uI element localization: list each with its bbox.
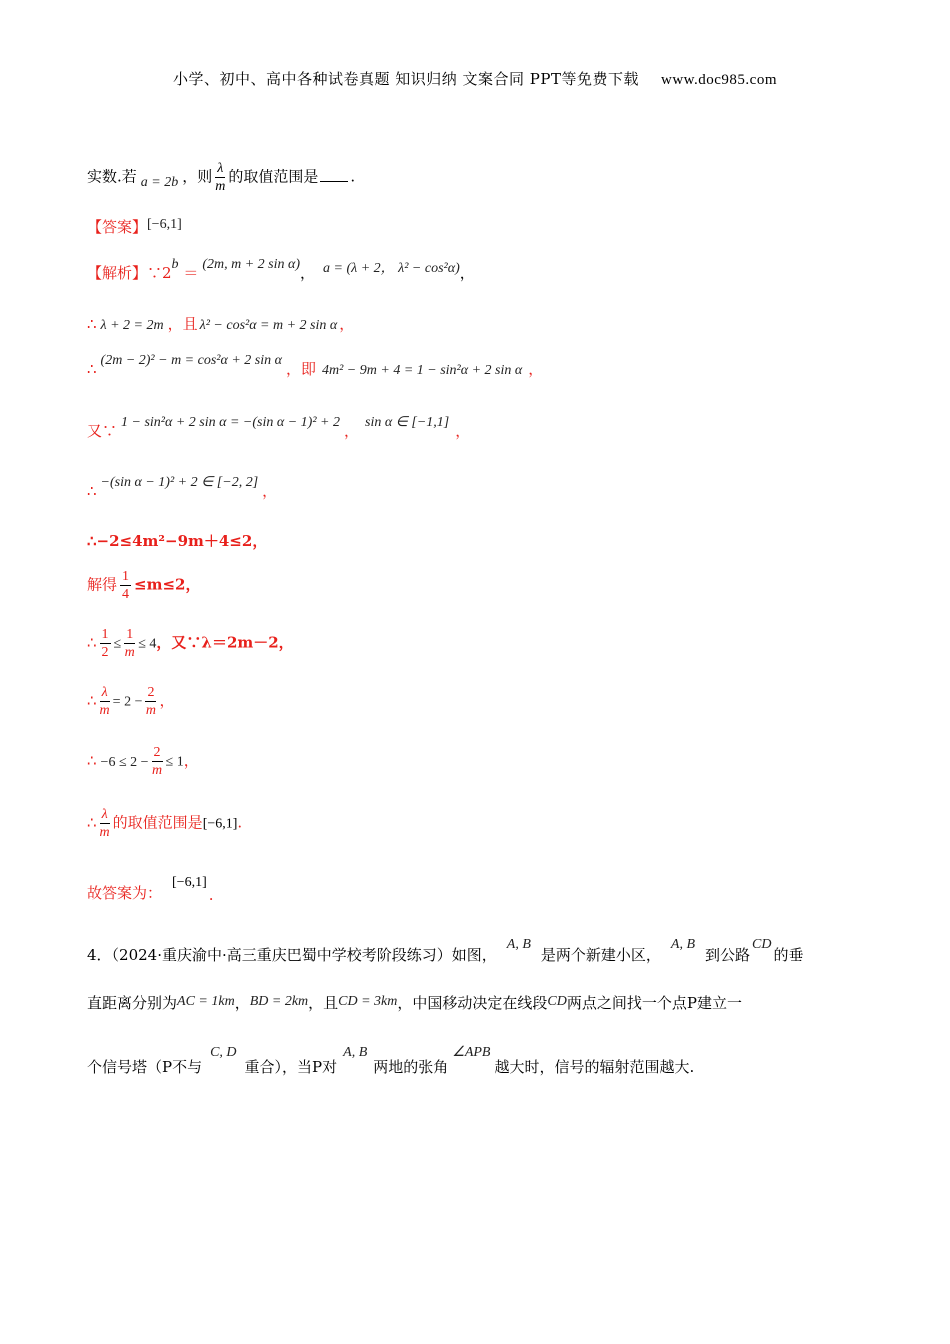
question-4-line-2: 直距离分别为AC = 1km，BD = 2km，且CD = 3km，中国移动决定在线段CD两点之间找一个点P建立一	[87, 994, 742, 1012]
derivation-line-5: ∴−2≤4m²−9m＋4≤2，	[87, 532, 268, 550]
derivation-line-6: 解得 $\frac{1}{4}$ ≤m≤2，	[87, 569, 201, 602]
fraction: $\frac{\lambda}{m}$	[99, 807, 110, 840]
header-url[interactable]: www.doc985.com	[660, 72, 777, 88]
derivation-line-1: ∴ λ + 2 = 2m ，且 λ² − cos²α = m + 2 sin α ，	[87, 315, 355, 333]
analysis-label: 【解析】∵2	[87, 264, 172, 282]
derivation-line-8: ∴ $\frac{\lambda}{m}$ = 2 − $\frac{2}{m}$ ，	[87, 685, 175, 718]
derivation-line-4: ∴ −(sin α − 1)² + 2 ∈ [−2, 2] ，	[87, 475, 278, 500]
final-answer-line: 故答案为：[−6,1].	[87, 875, 214, 904]
page-header	[0, 68, 950, 89]
derivation-line-3: 又∵ 1 − sin²α + 2 sin α = −(sin α − 1)² + 2 ， sin α ∈ [−1,1] ，	[87, 415, 471, 440]
derivation-line-10: ∴ $\frac{\lambda}{m}$ 的取值范围是[−6,1].	[87, 807, 243, 840]
fraction: $\frac{1}{m}$	[124, 627, 135, 660]
fraction: $\frac{1}{4}$	[122, 569, 130, 602]
derivation-line-7: ∴ $\frac{1}{2}$ ≤ $\frac{1}{m}$ ≤ 4，又∵λ＝2m－2，	[87, 627, 294, 660]
fraction: $\frac{2}{m}$	[145, 685, 157, 718]
derivation-line-2: ∴ (2m − 2)² − m = cos²α + 2 sin α ，即 4m² − 9m + 4 = 1 − sin²α + 2 sin α ，	[87, 353, 544, 378]
derivation-line-9: ∴ −6 ≤ 2 − $\frac{2}{m}$ ≤ 1，	[87, 745, 199, 778]
question-4-line-3: 个信号塔（P不与C, D重合），当P对A, B两地的张角∠APB越大时，信号的辐射范围越大.	[87, 1045, 695, 1076]
question-4-line-1: 4．（2024·重庆渝中·高三重庆巴蜀中学校考阶段练习）如图，A, B是两个新建小区，A, B到公路CD的垂	[87, 937, 804, 964]
fraction: $\frac{\lambda}{m}$	[215, 161, 226, 194]
fraction: $\frac{2}{m}$	[151, 745, 163, 778]
answer-line	[87, 216, 182, 237]
analysis-line: 【解析】∵2b ＝ (2m, m + 2 sin α)， a = (λ + 2， λ² − cos²α)，	[87, 257, 475, 282]
fraction: $\frac{\lambda}{m}$	[99, 685, 110, 718]
question-stem-end: 实数.若 a = 2b ，则 $\frac{\lambda}{m}$ 的取值范围是 .	[87, 161, 356, 194]
fraction: $\frac{1}{2}$	[101, 627, 109, 660]
answer-blank	[320, 181, 348, 182]
answer-label: 【答案】	[87, 218, 148, 236]
answer-value: [−6,1]	[147, 217, 182, 232]
header-text: 小学、初中、高中各种试卷真题 知识归纳 文案合同 PPT等免费下载	[172, 70, 639, 88]
